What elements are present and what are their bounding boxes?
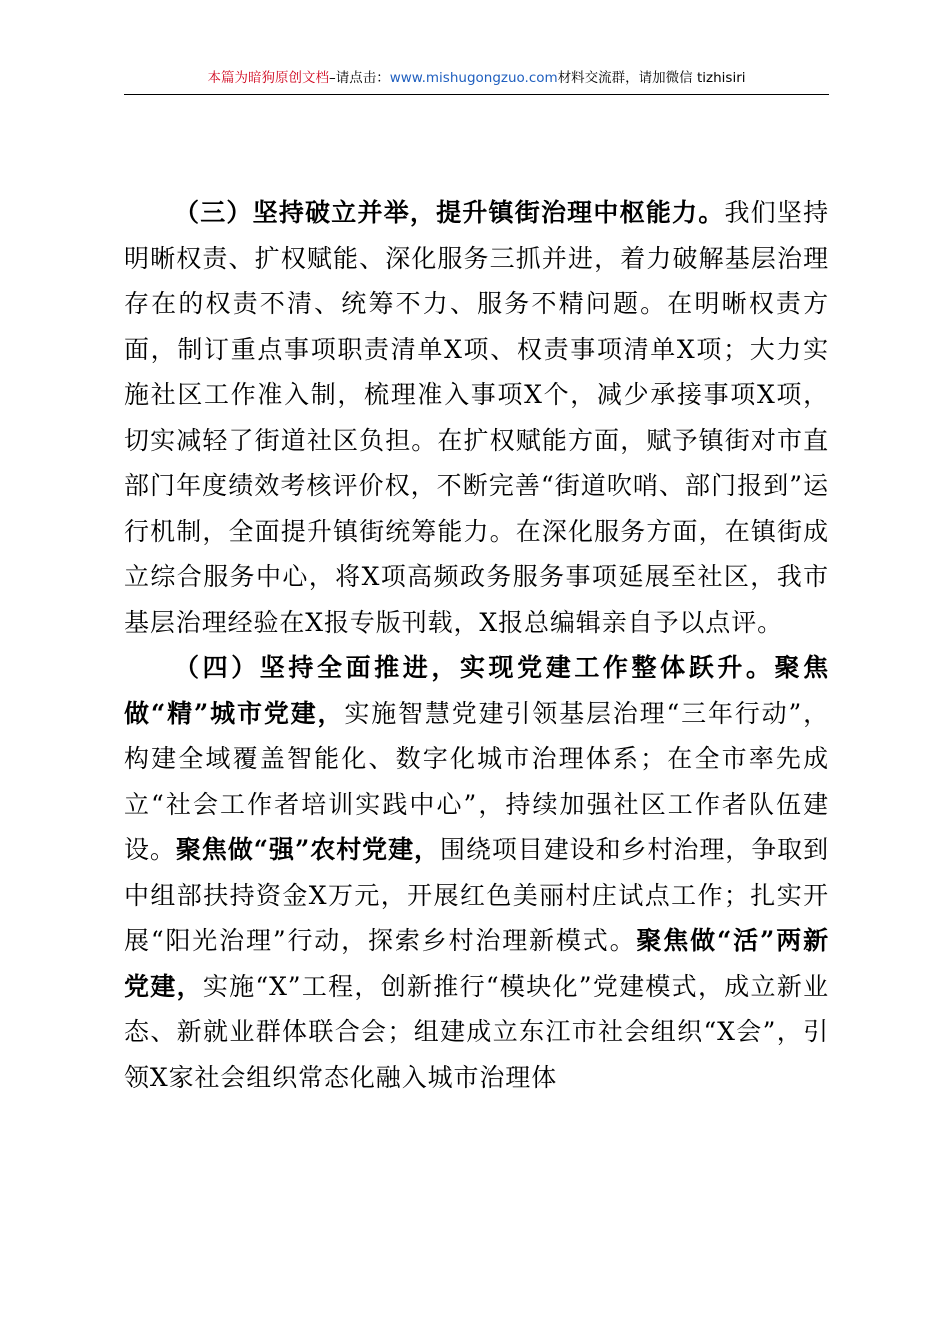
section-4-rural-heading: 聚焦做“强”农村党建， — [175, 835, 440, 864]
section-4-twonew-body: 实施“X”工程，创新推行“模块化”党建模式，成立新业态、新就业群体联合会；组建成立东江市社会组织“X会”，引领X家社会组织常态化融入城市治理体 — [124, 971, 830, 1092]
paragraph-section-3 — [124, 190, 829, 645]
header-wechat-notice: 材料交流群，请加微信 tizhisiri — [557, 70, 746, 86]
section-4-twonew-heading: 聚焦做“活”两新党建， — [124, 926, 829, 1001]
header-click-prompt: –请点击： — [328, 70, 390, 86]
header-original-notice: 本篇为暗狗原创文档 — [207, 70, 329, 86]
header-divider — [124, 94, 829, 95]
header-website-link[interactable]: www.mishugongzuo.com — [389, 70, 558, 86]
section-4-rural-body: 围绕项目建设和乡村治理，争取到中组部扶持资金X万元，开展红色美丽村庄试点工作；扎实开展“阳光治理”行动，探索乡村治理新模式。 — [124, 835, 829, 955]
section-4-heading: （四）坚持全面推进，实现党建工作整体跃升。聚焦做“精”城市党建， — [124, 653, 829, 728]
page-header — [124, 66, 829, 90]
paragraph-section-4 — [124, 645, 829, 1100]
section-4-urban-body: 实施智慧党建引领基层治理“三年行动”，构建全域覆盖智能化、数字化城市治理体系；在全市率先成立“社会工作者培训实践中心”，持续加强社区工作者队伍建设。 — [124, 698, 829, 864]
document-body — [124, 190, 829, 1100]
section-3-heading: （三）坚持破立并举，提升镇街治理中枢能力。 — [174, 198, 725, 227]
section-3-body: 我们坚持明晰权责、扩权赋能、深化服务三抓并进，着力破解基层治理存在的权责不清、统筹不力、服务不精问题。在明晰权责方面，制订重点事项职责清单X项、权责事项清单X项；大力实施社区工作准入制，梳理准入事项X个，减少承接事项X项，切实减轻了街道社区负担。在扩权赋能方面，赋予镇街对市直部门年度绩效考核评价权，不断完善“街道吹哨、部门报到”运行机制，全面提升镇街统筹能力。在深化服务方面，在镇街成立综合服务中心，将X项高频政务服务事项延展至社区，我市基层治理经验在X报专版刊载，X报总编辑亲自予以点评。 — [124, 198, 829, 637]
